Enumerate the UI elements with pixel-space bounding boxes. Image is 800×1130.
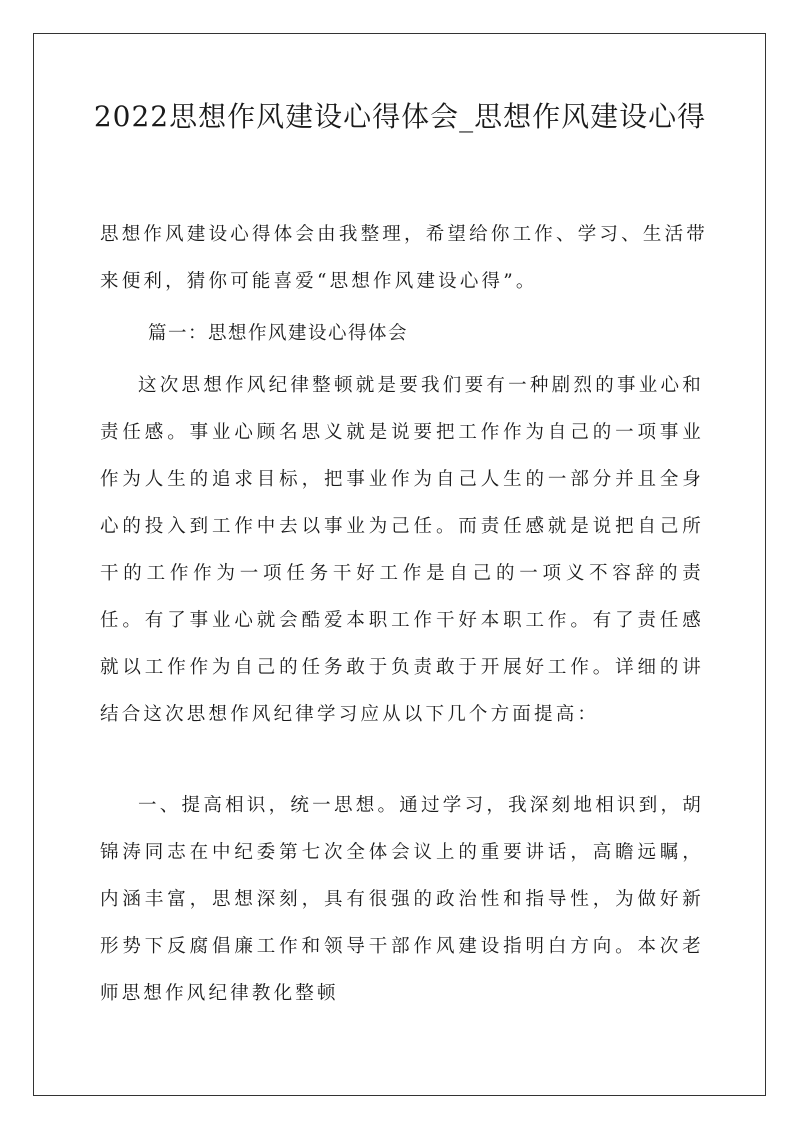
body-paragraph-1: 这次思想作风纪律整顿就是要我们要有一种剧烈的事业心和责任感。事业心顾名思义就是说要把工作作为自己的一项事业作为人生的追求目标，把事业作为自己人生的一部分并且全身心的投入到工作中去以事业为己任。而责任感就是说把自己所干的工作作为一项任务干好工作是自己的一项义不容辞的责任。有了事业心就会酷爱本职工作干好本职工作。有了责任感就以工作作为自己的任务敢于负责敢于开展好工作。详细的讲结合这次思想作风纪律学习应从以下几个方面提高：	[100, 375, 704, 725]
intro-paragraph: 思想作风建设心得体会由我整理，希望给你工作、学习、生活带来便利，猜你可能喜爱“思想作风建设心得”。	[100, 224, 708, 292]
section-heading: 篇一：思想作风建设心得体会	[148, 323, 409, 344]
body-paragraph-2: 一、提高相识，统一思想。通过学习，我深刻地相识到，胡锦涛同志在中纪委第七次全体会议上的重要讲话，高瞻远瞩，内涵丰富，思想深刻，具有很强的政治性和指导性，为做好新形势下反腐倡廉工作和领导干部作风建设指明白方向。本次老师思想作风纪律教化整顿	[100, 795, 704, 1004]
document-title: 2022思想作风建设心得体会_思想作风建设心得	[93, 100, 707, 133]
